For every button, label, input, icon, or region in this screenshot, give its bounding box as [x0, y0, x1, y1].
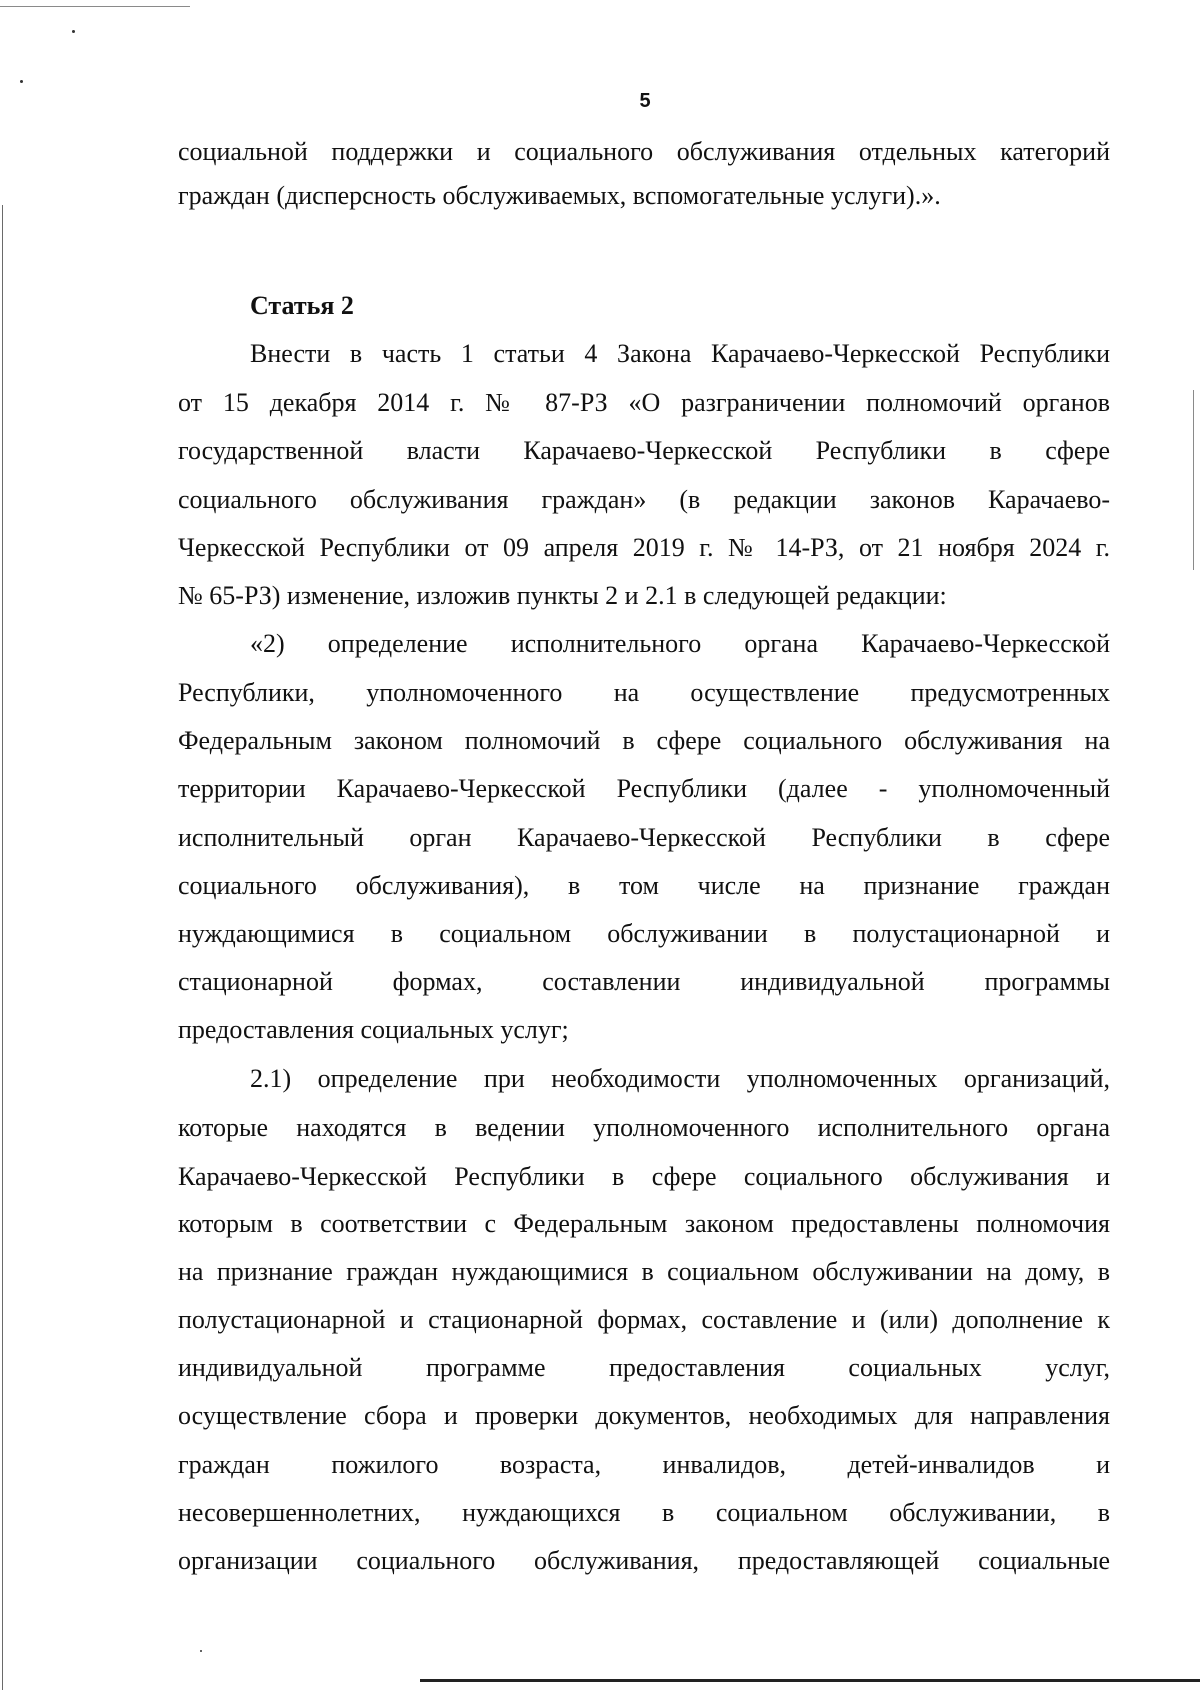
scan-edge-top: [0, 6, 190, 7]
item-2-1-line: несовершеннолетних, нуждающихся в социальном обслуживании, в: [178, 1498, 1110, 1527]
item-2-line: Республики, уполномоченного на осуществление предусмотренных: [178, 678, 1110, 707]
scan-edge-bottom: [420, 1679, 1200, 1682]
scan-edge-right: [1193, 390, 1194, 570]
scan-edge-left: [2, 205, 3, 1690]
item-2-1-line: 2.1) определение при необходимости уполномоченных организаций,: [250, 1064, 1110, 1093]
article-intro-line: Черкесской Республики от 09 апреля 2019 г. № 14-РЗ, от 21 ноября 2024 г.: [178, 533, 1110, 562]
item-2-line: нуждающимися в социальном обслуживании в полустационарной и: [178, 919, 1110, 948]
item-2-line: стационарной формах, составлении индивидуальной программы: [178, 967, 1110, 996]
item-2-1-line: которым в соответствии с Федеральным законом предоставлены полномочия: [178, 1209, 1110, 1238]
scan-speck: [200, 1650, 202, 1652]
item-2-1-line: полустационарной и стационарной формах, составление и (или) дополнение к: [178, 1305, 1110, 1334]
page-number: 5: [639, 90, 651, 112]
article-heading: Статья 2: [250, 291, 354, 320]
item-2-1-line: граждан пожилого возраста, инвалидов, детей-инвалидов и: [178, 1450, 1110, 1479]
article-intro-line: социального обслуживания граждан» (в редакции законов Карачаево-: [178, 485, 1110, 514]
item-2-line: территории Карачаево-Черкесской Республики (далее - уполномоченный: [178, 774, 1110, 803]
item-2-line: социального обслуживания), в том числе на признание граждан: [178, 871, 1110, 900]
item-2-1-line: Карачаево-Черкесской Республики в сфере социального обслуживания и: [178, 1162, 1110, 1191]
item-2-1-line: на признание граждан нуждающимися в социальном обслуживании на дому, в: [178, 1257, 1110, 1286]
scan-speck: [20, 80, 23, 83]
item-2-1-line: индивидуальной программе предоставления социальных услуг,: [178, 1353, 1110, 1382]
item-2-line: Федеральным законом полномочий в сфере социального обслуживания на: [178, 726, 1110, 755]
continuation-line: граждан (дисперсность обслуживаемых, вспомогательные услуги).».: [178, 181, 941, 210]
item-2-line: предоставления социальных услуг;: [178, 1015, 569, 1044]
article-intro-line: № 65-РЗ) изменение, изложив пункты 2 и 2.1 в следующей редакции:: [178, 581, 947, 610]
article-intro-line: Внести в часть 1 статьи 4 Закона Карачаево-Черкесской Республики: [250, 339, 1110, 368]
item-2-1-line: организации социального обслуживания, предоставляющей социальные: [178, 1546, 1110, 1575]
scan-speck: [72, 30, 75, 33]
article-intro-line: от 15 декабря 2014 г. № 87-РЗ «О разграничении полномочий органов: [178, 388, 1110, 417]
item-2-1-line: осуществление сбора и проверки документов, необходимых для направления: [178, 1401, 1110, 1430]
continuation-line: социальной поддержки и социального обслуживания отдельных категорий: [178, 137, 1110, 166]
article-intro-line: государственной власти Карачаево-Черкесской Республики в сфере: [178, 436, 1110, 465]
item-2-line: исполнительный орган Карачаево-Черкесской Республики в сфере: [178, 823, 1110, 852]
item-2-1-line: которые находятся в ведении уполномоченного исполнительного органа: [178, 1113, 1110, 1142]
item-2-line: «2) определение исполнительного органа Карачаево-Черкесской: [250, 629, 1110, 658]
